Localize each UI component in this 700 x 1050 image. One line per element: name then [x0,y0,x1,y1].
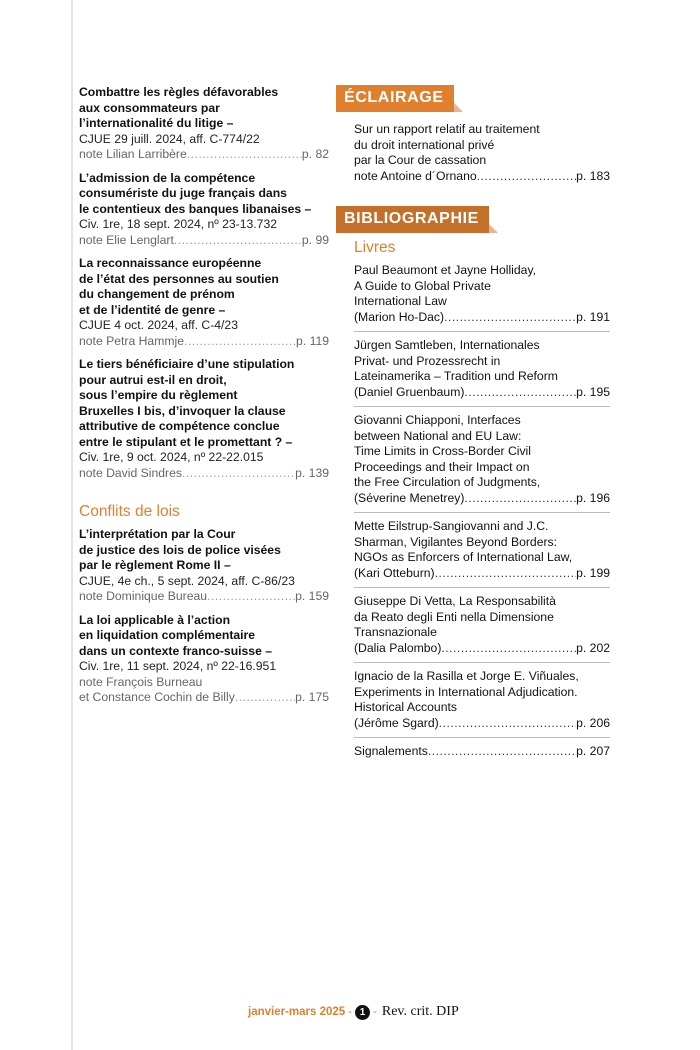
page-number: p. 191 [576,309,610,324]
book-entry [354,594,610,663]
journal-name: Rev. crit. DIP [381,1004,459,1019]
section-heading-conflits: Conflits de lois [79,503,180,520]
book-text-line: International Law [354,294,447,308]
book-reviewer-line [354,641,610,657]
entry-title-line: Combattre les règles défavorables [79,85,279,99]
entry-title-line: L’admission de la compétence [79,170,256,185]
eclairage-text-line: du droit international privé [354,137,495,152]
book-entry [354,338,610,407]
note-author: note Dominique Bureau [79,589,208,603]
leader-dots [444,310,576,326]
footer-separator: - [348,1006,353,1018]
leader-dots [477,169,576,185]
book-text-line: Proceedings and their Impact on [354,459,530,474]
leader-dots [435,566,577,582]
book-reviewer: (Dalia Palombo) [354,640,442,655]
leader-dots [235,690,295,706]
book-text-line: Giuseppe Di Vetta, La Responsabilità [354,594,556,608]
note-author: note David Sindres [79,465,182,480]
book-reviewer-line [354,385,610,401]
page-number: p. 199 [576,565,610,580]
book-text-line: Privat- und Prozessrecht in [354,353,501,368]
book-reviewer-line [354,716,610,732]
left-entries-top [79,85,329,481]
leader-dots [174,233,302,249]
entry-title-line: dans un contexte franco-suisse – [79,643,273,658]
book-reviewer: (Marion Ho-Dac) [354,309,445,324]
entry-title-line: l’internationalité du litige – [79,116,234,130]
issue-number-badge: 1 [355,1005,370,1020]
leader-dots [464,491,576,507]
page-number: p. 206 [576,715,610,730]
signalements-page: p. 207 [576,744,610,758]
signalements-entry [354,744,610,760]
book-reviewer-line [354,491,610,507]
page-number: p. 82 [301,147,329,161]
page-number: p. 202 [576,640,610,655]
entry-title-line: sous l’empire du règlement [79,388,238,402]
leader-dots [187,147,302,163]
entry-title-line: L’interprétation par la Cour [79,527,236,541]
leader-dots [182,466,295,482]
book-text-line: Ignacio de la Rasilla et Jorge E. Viñuales, [354,669,579,683]
left-column [79,85,329,714]
footer-separator: - [373,1006,377,1018]
leader-dots [184,334,296,350]
eclairage-entry [354,122,610,184]
page-number: p. 139 [295,465,329,480]
note-line [79,690,329,706]
eclairage-note: note Antoine d´Ornano [354,168,477,183]
page-number: p. 99 [301,232,329,247]
entry-title-line: de justice des lois de police visées [79,542,281,557]
toc-entry [79,171,329,249]
entry-title-line: Le tiers bénéficiaire d’une stipulation [79,357,295,371]
entry-title-line: et de l’identité de genre – [79,302,226,317]
leader-dots [464,385,576,401]
book-text-line: A Guide to Global Private [354,278,491,293]
book-entry [354,519,610,588]
book-text-line: Lateinamerika – Tradition und Reform [354,369,558,383]
toc-entry [79,357,329,481]
page-number: p. 195 [576,384,610,399]
case-reference: CJUE 29 juill. 2024, aff. C-774/22 [79,131,260,146]
entry-title-line: par le règlement Rome II – [79,558,231,572]
book-text-line: Transnazionale [354,625,437,639]
book-reviewer: (Kari Otteburn) [354,565,435,580]
book-text-line: da Reato degli Enti nella Dimensione [354,609,554,624]
book-entry [354,413,610,513]
eclairage-banner: ÉCLAIRAGE [336,85,454,112]
case-reference: Civ. 1re, 11 sept. 2024, nº 22-16.951 [79,659,277,673]
eclairage-page: p. 183 [576,168,610,183]
page-number: p. 175 [295,690,329,704]
case-reference: CJUE 4 oct. 2024, aff. C-4/23 [79,318,238,332]
book-text-line: between National and EU Law: [354,428,522,443]
book-text-line: the Free Circulation of Judgments, [354,475,541,489]
note-author: note Petra Hammje [79,333,184,348]
entry-title-line: Bruxelles I bis, d’invoquer la clause [79,403,286,418]
page-number: p. 119 [296,333,329,348]
entry-title-line: en liquidation complémentaire [79,628,256,642]
entry-title-line: du changement de prénom [79,287,235,301]
book-text-line: Paul Beaumont et Jayne Holliday, [354,263,537,277]
eclairage-note-line [354,169,610,185]
note-line [79,147,329,163]
page-number: p. 159 [295,589,329,603]
note-author: note François Burneau [79,674,203,689]
left-entries-conflits [79,527,329,706]
signalements-label: Signalements [354,744,428,758]
book-text-line: Experiments in International Adjudication. [354,684,578,699]
case-reference: Civ. 1re, 18 sept. 2024, nº 23-13.732 [79,217,277,231]
book-text-line: Giovanni Chiapponi, Interfaces [354,413,521,427]
entry-title-line: attributive de compétence conclue [79,419,280,433]
entry-title-line: aux consommateurs par [79,100,220,115]
toc-entry [79,613,329,706]
note-line [79,233,329,249]
book-text-line: Sharman, Vigilantes Beyond Borders: [354,534,558,549]
page-number: p. 196 [576,490,610,505]
footer-date: janvier-mars 2025 [248,1006,346,1018]
eclairage-text-line: par la Cour de cassation [354,153,487,167]
note-line [79,466,329,482]
bibliographie-banner: BIBLIOGRAPHIE [336,206,489,233]
eclairage-text-line: Sur un rapport relatif au traitement [354,122,540,136]
note-author: et Constance Cochin de Billy [79,690,235,704]
entry-title-line: le contentieux des banques libanaises – [79,201,312,216]
leader-dots [439,716,576,732]
book-text-line: Mette Eilstrup-Sangiovanni and J.C. [354,519,549,533]
entry-title-line: pour autrui est-il en droit, [79,372,227,387]
entry-title-line: entre le stipulant et le promettant ? – [79,434,293,449]
note-line [79,589,329,605]
leader-dots [441,641,576,657]
note-author: note Lilian Larribère [79,147,187,161]
toc-entry [79,85,329,163]
toc-entry [79,527,329,605]
toc-entry [79,256,329,349]
book-text-line: Historical Accounts [354,700,457,714]
entry-title-line: de l’état des personnes au soutien [79,271,279,286]
book-text-line: NGOs as Enforcers of International Law, [354,550,573,564]
leader-dots [207,589,295,605]
case-reference: CJUE, 4e ch., 5 sept. 2024, aff. C-86/23 [79,573,295,588]
book-reviewer: (Séverine Menetrey) [354,490,465,505]
case-reference: Civ. 1re, 9 oct. 2024, nº 22-22.015 [79,450,264,464]
page-margin-rule [71,0,73,1050]
note-line [79,334,329,350]
book-reviewer-line [354,566,610,582]
book-reviewer: (Daniel Gruenbaum) [354,384,465,399]
entry-title-line: La loi applicable à l’action [79,612,231,627]
book-text-line: Jürgen Samtleben, Internationales [354,338,540,352]
book-reviewer-line [354,310,610,326]
page-footer [248,1004,459,1020]
leader-dots [428,744,576,760]
book-entry [354,669,610,738]
entry-title-line: consumériste du juge français dans [79,186,287,200]
book-text-line: Time Limits in Cross-Border Civil [354,444,531,458]
entry-title-line: La reconnaissance européenne [79,256,262,270]
note-author: note Elie Lenglart [79,232,174,247]
book-entry [354,263,610,332]
right-column [336,85,610,760]
book-list [354,263,610,738]
livres-heading: Livres [354,239,396,256]
book-reviewer: (Jérôme Sgard) [354,715,439,730]
